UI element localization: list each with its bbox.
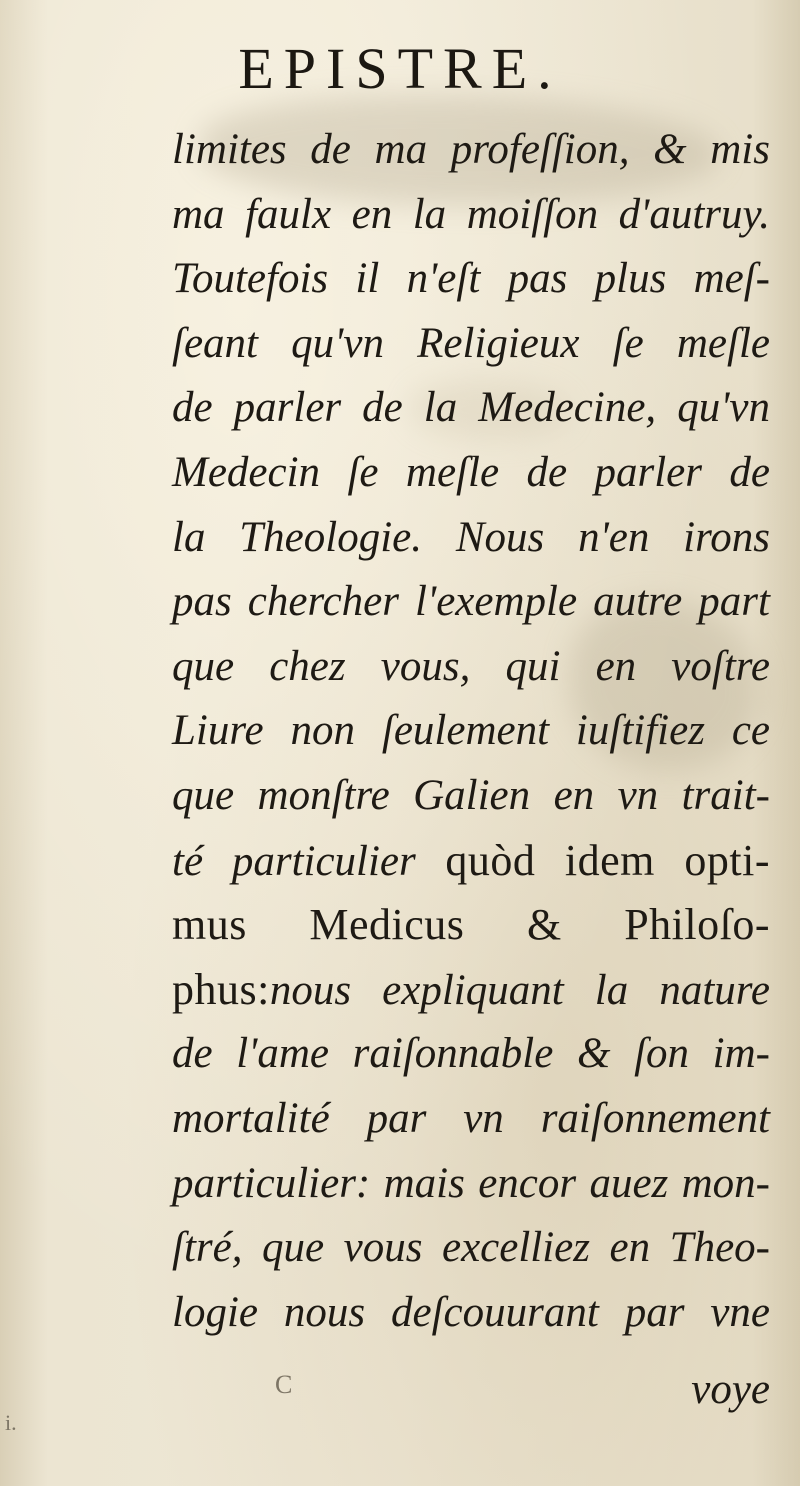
roman-run: mus Medicus & Philoſo-: [172, 900, 770, 950]
text-line: Toutefois il n'eſt pas plus meſ-: [172, 255, 770, 303]
text-line: ſtré, que vous excelliez en Theo-: [172, 1224, 770, 1272]
text-line: Medecin ſe meſle de parler de: [172, 448, 770, 496]
italic-run: nous expliquant la nature: [269, 966, 770, 1014]
catchword: voye: [691, 1366, 770, 1413]
text-line: pas chercher l'exemple autre part: [172, 578, 770, 626]
text-line: limites de ma profeſſion, & mis: [172, 126, 770, 173]
text-line: ſeant qu'vn Religieux ſe meſle: [172, 319, 770, 367]
text-line: particulier: mais encor auez mon-: [172, 1159, 770, 1207]
roman-run: phus:: [172, 964, 270, 1014]
text-line-roman: [172, 893, 770, 958]
text-line: que chez vous, qui en voſtre: [172, 642, 770, 690]
text-line: Liure non ſeulement iuſtifiez ce: [172, 707, 770, 755]
stray-mark: C: [275, 1370, 293, 1399]
text-line: de parler de la Medecine, qu'vn: [172, 384, 770, 432]
text-line: mortalité par vn raiſonnement: [172, 1094, 770, 1142]
text-line: de l'ame raiſonnable & ſon im-: [172, 1030, 770, 1078]
text-line: la Theologie. Nous n'en irons: [172, 513, 770, 561]
body-text: [172, 118, 770, 1345]
stray-mark: i.: [5, 1410, 17, 1435]
text-line-mixed: [172, 829, 770, 894]
italic-run: té particulier: [172, 837, 416, 885]
roman-run: quòd idem opti-: [415, 835, 770, 885]
text-line: logie nous deſcouurant par vne: [172, 1288, 770, 1336]
running-head: EPISTRE.: [238, 36, 562, 101]
text-line: ma faulx en la moiſſon d'autruy.: [172, 190, 770, 238]
text-line-mixed: [172, 958, 770, 1023]
text-line: que monſtre Galien en vn trait-: [172, 771, 770, 819]
